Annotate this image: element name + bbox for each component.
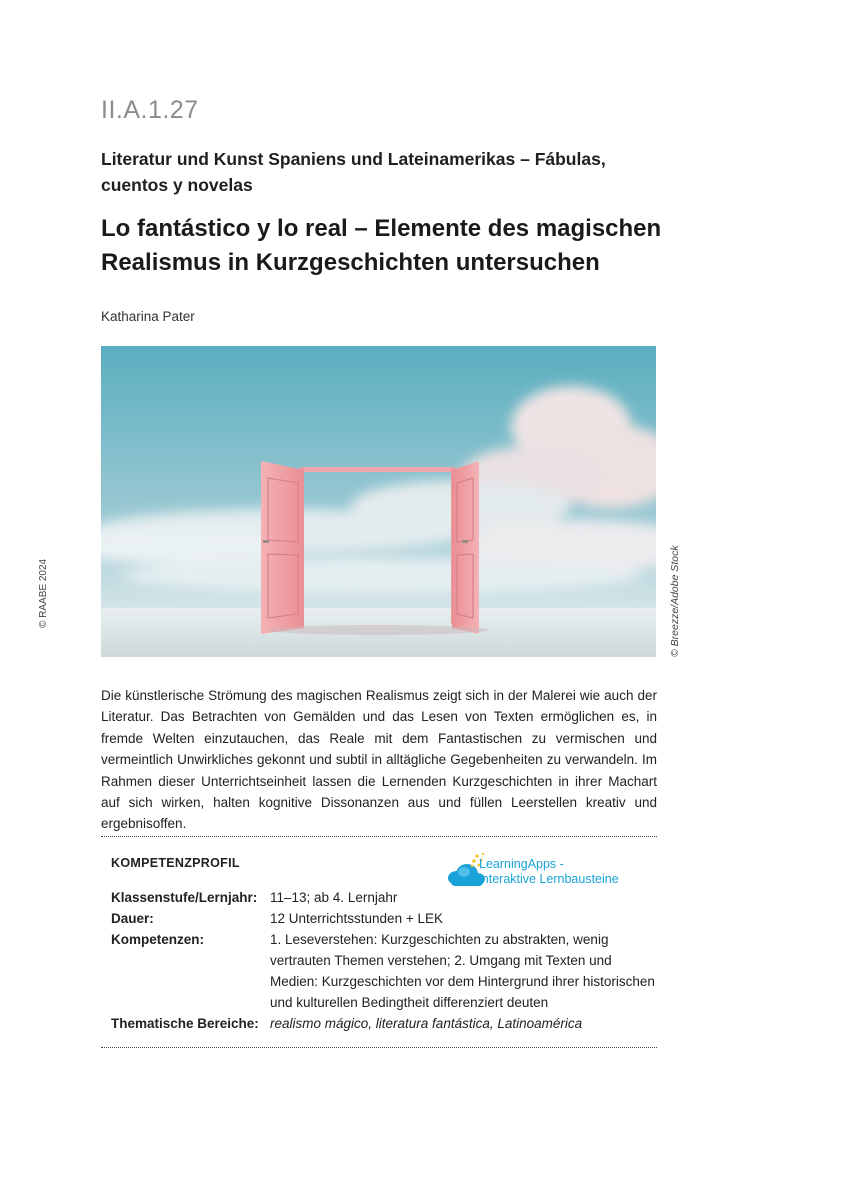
row-label: Thematische Bereiche:	[111, 1016, 259, 1031]
row-label: Kompetenzen:	[111, 932, 205, 947]
row-label: Klassenstufe/Lernjahr:	[111, 890, 258, 905]
divider	[101, 836, 657, 837]
row-value: 1. Leseverstehen: Kurzgeschichten zu abstrakten, wenig vertrauten Themen verstehen; 2. Umgang mit Texten und Medien: Kurzgeschichten vor dem Hintergrund ihrer historischen und kulturellen Bedingtheit differenziert deuten	[270, 932, 655, 1010]
row-label: Dauer:	[111, 911, 154, 926]
learningapps-line1: LearningApps -	[479, 857, 564, 871]
series-title: Literatur und Kunst Spaniens und Lateinamerikas – Fábulas, cuentos y novelas	[101, 149, 606, 195]
copyright: © RAABE 2024	[38, 558, 49, 628]
page-title: Lo fantástico y lo real – Elemente des magischen Realismus in Kurzgeschichten untersuchen	[101, 215, 662, 276]
document-code: II.A.1.27	[101, 96, 199, 124]
hero-image	[101, 346, 656, 657]
learningapps-text	[479, 857, 619, 887]
table-row	[111, 887, 657, 908]
row-value: 11–13; ab 4. Lernjahr	[270, 890, 398, 905]
row-value: realismo mágico, literatura fantástica, Latinoamérica	[270, 1016, 583, 1031]
table-row	[111, 908, 657, 929]
row-value: 12 Unterrichtsstunden + LEK	[270, 911, 443, 926]
author: Katharina Pater	[101, 309, 195, 324]
kompetenzprofil-table	[111, 887, 657, 1034]
table-row	[111, 929, 657, 1013]
image-credit: © Breezze/Adobe Stock	[669, 545, 681, 657]
table-row	[111, 1013, 657, 1034]
kompetenzprofil-heading: KOMPETENZPROFIL	[111, 856, 240, 870]
intro-paragraph: Die künstlerische Strömung des magischen Realismus zeigt sich in der Malerei wie auch der Literatur. Das Betrachten von Gemälden und das Lesen von Texten ermöglichen es, in fremde Welten einzutauchen, das Reale mit dem Fantastischen zu vermischen und vermeintlich Unwirkliches gekonnt und subtil in alltägliche Gegebenheiten zu verwandeln. Im Rahmen dieser Unterrichtseinheit lassen die Lernenden Kurzgeschichten in ihrer Machart auf sich wirken, halten kognitive Dissonanzen aus und füllen Leerstellen kreativ und ergebnisoffen.	[101, 688, 657, 832]
divider	[101, 1047, 657, 1048]
learningapps-line2: interaktive Lernbausteine	[479, 872, 619, 886]
